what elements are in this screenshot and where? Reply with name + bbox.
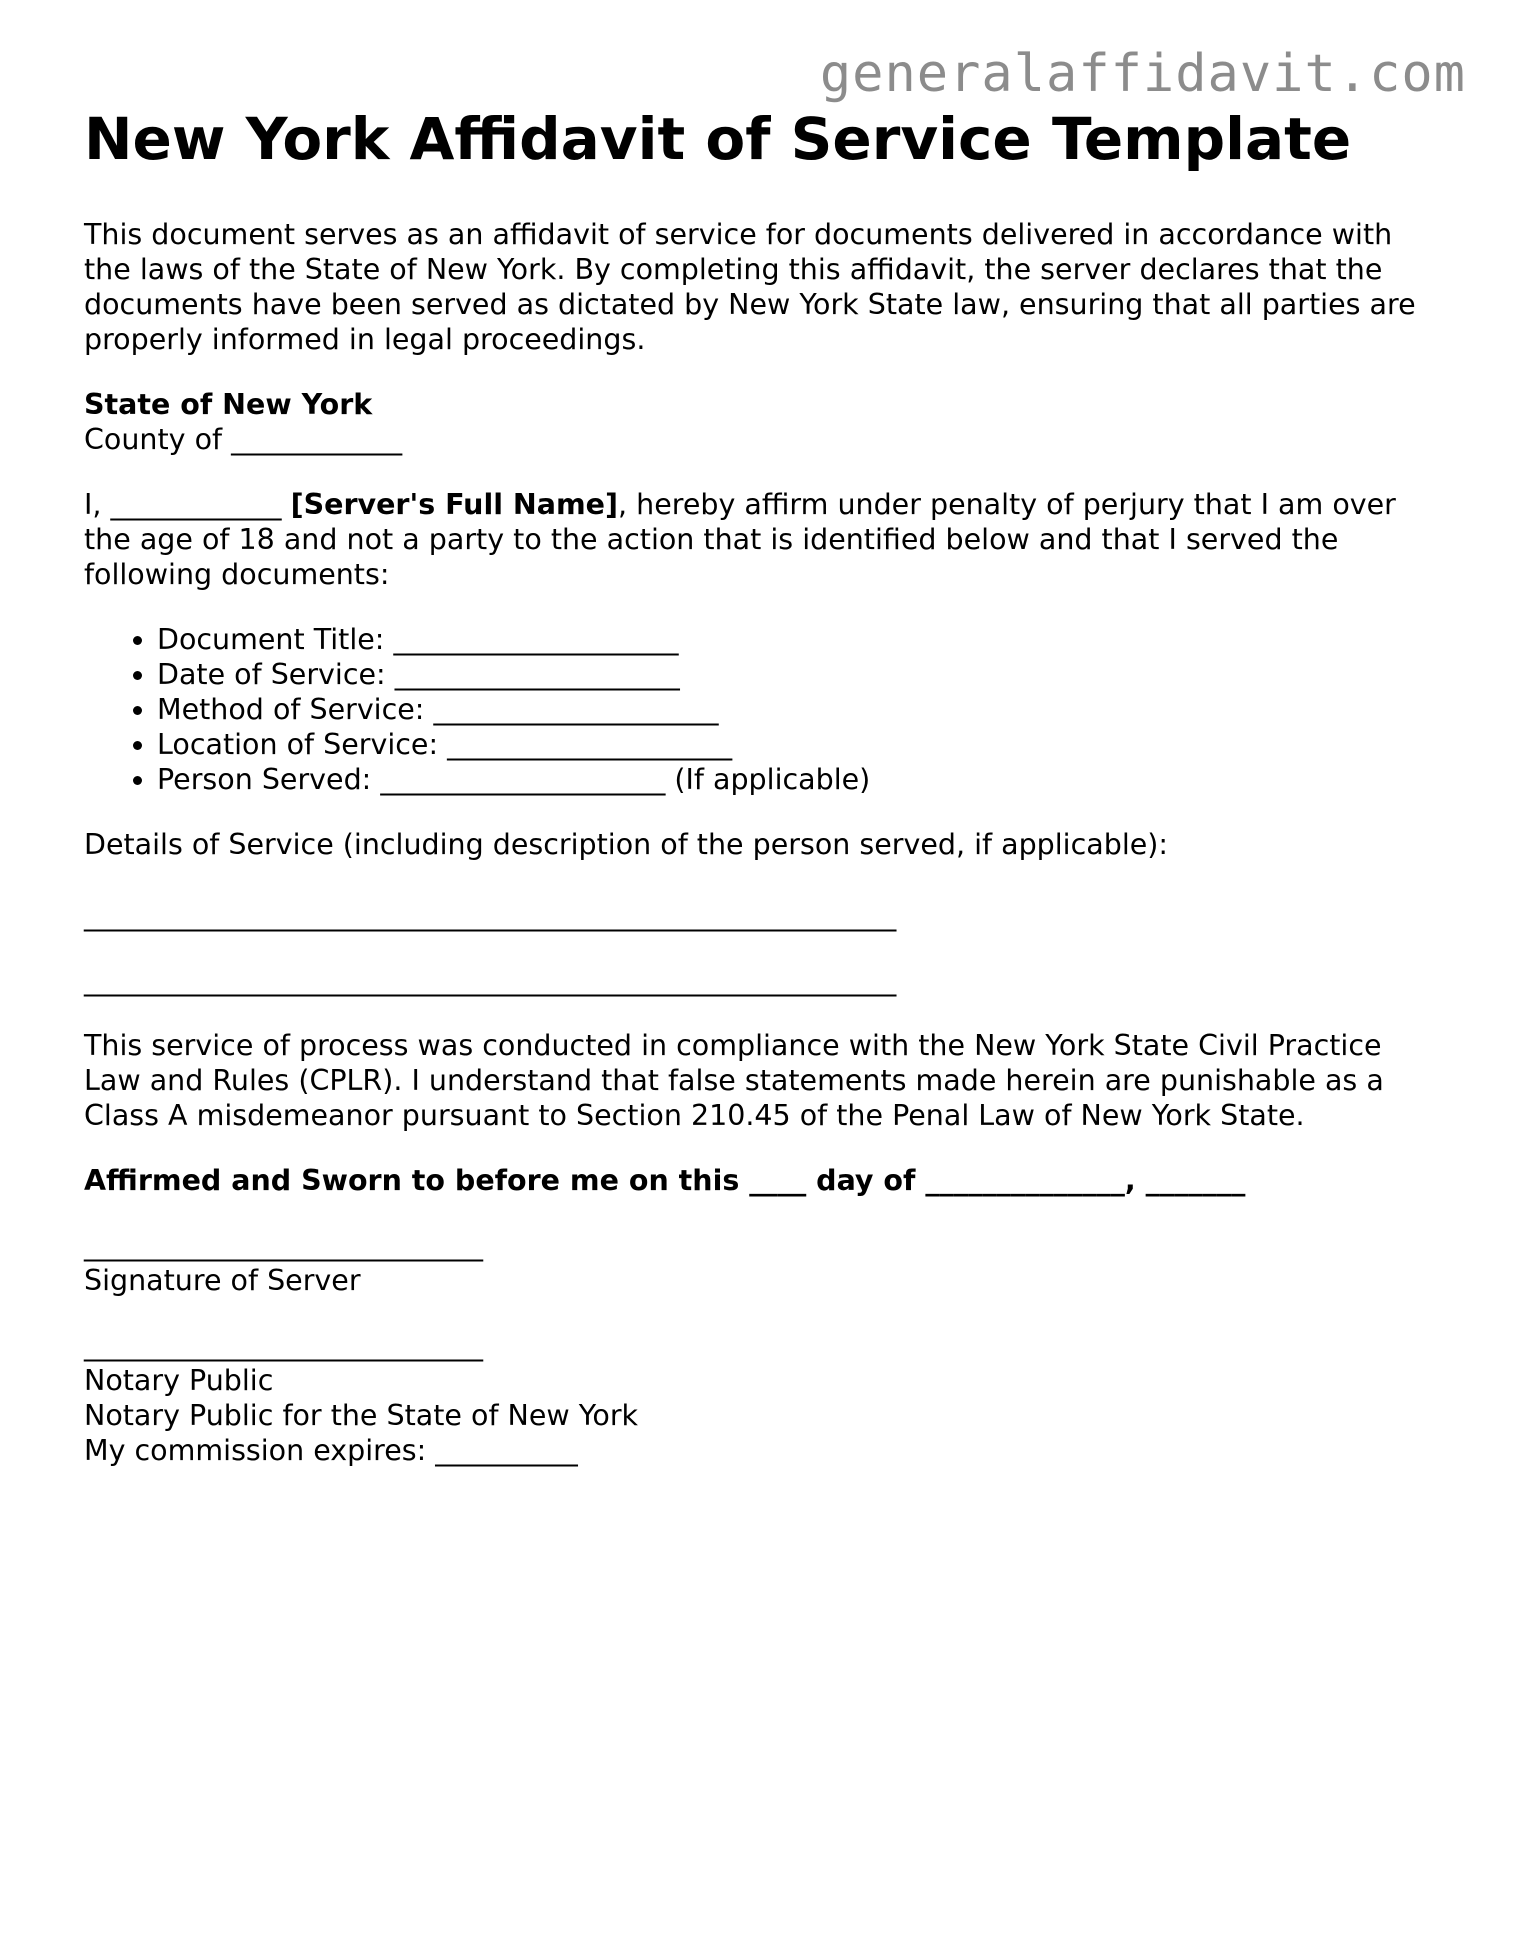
- details-blank-line-1: _________________________________________________________: [84, 898, 897, 932]
- affirmation-paragraph: [84, 487, 1444, 592]
- service-details-list: [84, 622, 1444, 797]
- details-blank-line-2: _________________________________________________________: [84, 963, 897, 997]
- notary-signature-line: ____________________________: [84, 1328, 483, 1362]
- notary-state-line: Notary Public for the State of New York: [84, 1398, 639, 1432]
- intro-paragraph: This document serves as an affidavit of service for documents delivered in accordance with the laws of the State of New York. By completing this affidavit, the server declares that the documents have been served as dictated by New York State law, ensuring that all parties are properly informed in legal proceedings.: [84, 217, 1416, 356]
- affirm-suffix: , hereby affirm under penalty of perjury that I am over the age of 18 and not a party to the action that is identified below and that I served the following documents:: [84, 487, 1396, 591]
- document-page: [84, 105, 1444, 1468]
- list-item-date-of-service: • Date of Service: ____________________: [157, 657, 1444, 692]
- venue-block: [84, 387, 1444, 457]
- watermark: generalaffidavit.com: [819, 44, 1466, 104]
- signature-line: ____________________________: [84, 1228, 483, 1262]
- details-label: Details of Service (including description of the person served, if applicable):: [84, 827, 1168, 861]
- commission-expires-line: My commission expires: __________: [84, 1433, 578, 1467]
- list-item-method-of-service: • Method of Service: ____________________: [157, 692, 1444, 727]
- notary-block: [84, 1328, 1444, 1468]
- page-title: New York Affidavit of Service Template: [84, 105, 1352, 173]
- notary-label: Notary Public: [84, 1363, 274, 1397]
- compliance-paragraph: This service of process was conducted in compliance with the New York State Civil Practice Law and Rules (CPLR). I understand that false statements made herein are punishable as a Class A misdemeanor pursuant to Section 210.45 of the Penal Law of New York State.: [84, 1028, 1384, 1132]
- state-heading: State of New York: [84, 387, 373, 421]
- affirm-prefix: I, ____________: [84, 487, 291, 521]
- signature-label: Signature of Server: [84, 1263, 361, 1297]
- list-item-document-title: • Document Title: ____________________: [157, 622, 1444, 657]
- county-line: County of ____________: [84, 422, 403, 456]
- server-name-label: [Server's Full Name]: [290, 487, 619, 521]
- list-item-person-served: • Person Served: ____________________ (If applicable): [157, 762, 1444, 797]
- signature-block: [84, 1228, 1444, 1298]
- list-item-location-of-service: • Location of Service: ____________________: [157, 727, 1444, 762]
- sworn-line: Affirmed and Sworn to before me on this ____ day of ______________, _______: [84, 1163, 1246, 1197]
